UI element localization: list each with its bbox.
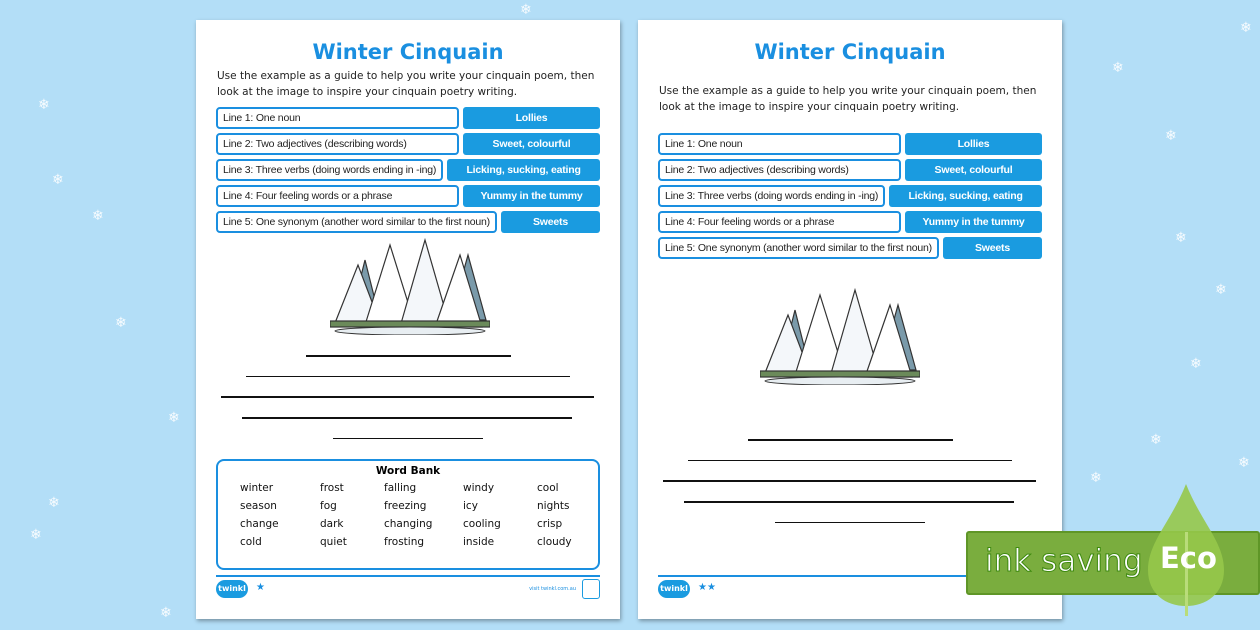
snowflake-icon: ❄ <box>1090 470 1102 486</box>
difficulty-stars: ★★ <box>698 582 716 593</box>
worksheet-page-standard <box>196 20 620 619</box>
quality-badge-icon <box>582 579 600 599</box>
word-bank-word: dark <box>320 518 344 530</box>
cinquain-line-row <box>216 133 600 155</box>
twinkl-logo: twinkl <box>216 580 248 598</box>
word-bank-word: changing <box>384 518 433 530</box>
snowflake-icon: ❄ <box>168 410 180 426</box>
writing-line[interactable] <box>748 439 953 441</box>
snowflake-icon: ❄ <box>1150 432 1162 448</box>
word-bank-word: freezing <box>384 500 427 512</box>
difficulty-stars: ★ <box>256 582 265 593</box>
snowflake-icon: ❄ <box>1215 282 1227 298</box>
worksheet-title: Winter Cinquain <box>312 40 504 64</box>
cinquain-line-row <box>216 107 600 129</box>
snowflake-icon: ❄ <box>1240 20 1252 36</box>
example-answer: Lollies <box>463 107 600 129</box>
cinquain-line-row <box>658 185 1042 207</box>
snowflake-icon: ❄ <box>1112 60 1124 76</box>
snowflake-icon: ❄ <box>520 2 532 18</box>
example-answer: Sweet, colourful <box>905 159 1042 181</box>
word-bank-word: fog <box>320 500 337 512</box>
snowflake-icon: ❄ <box>48 495 60 511</box>
word-bank-word: cooling <box>463 518 501 530</box>
example-answer: Sweet, colourful <box>463 133 600 155</box>
example-answer: Yummy in the tummy <box>905 211 1042 233</box>
eco-badge: Eco <box>1160 541 1217 575</box>
cinquain-line-row <box>658 237 1042 259</box>
ink-saving-label: ink saving <box>985 543 1143 579</box>
word-bank-word: windy <box>463 482 495 494</box>
word-bank <box>216 459 600 570</box>
writing-line[interactable] <box>242 417 572 419</box>
word-bank-word: icy <box>463 500 478 512</box>
line-instruction: Line 3: Three verbs (doing words ending in -ing) <box>658 185 885 207</box>
footer-divider <box>216 575 600 577</box>
word-bank-word: frosting <box>384 536 425 548</box>
word-bank-word: cold <box>240 536 262 548</box>
snowflake-icon: ❄ <box>115 315 127 331</box>
worksheet-title: Winter Cinquain <box>754 40 946 64</box>
word-bank-word: quiet <box>320 536 347 548</box>
word-bank-word: falling <box>384 482 417 494</box>
footer-url: visit twinkl.com.au <box>529 586 576 592</box>
snowy-trees-image <box>330 235 490 339</box>
example-answer: Lollies <box>905 133 1042 155</box>
line-instruction: Line 1: One noun <box>658 133 901 155</box>
example-answer: Yummy in the tummy <box>463 185 600 207</box>
snowflake-icon: ❄ <box>160 605 172 621</box>
word-bank-word: crisp <box>537 518 563 530</box>
word-bank-word: winter <box>240 482 274 494</box>
cinquain-line-row <box>658 159 1042 181</box>
cinquain-line-row <box>216 159 600 181</box>
twinkl-logo: twinkl <box>658 580 690 598</box>
snowy-trees-image <box>760 285 920 389</box>
writing-line[interactable] <box>221 396 594 398</box>
word-bank-title: Word Bank <box>375 465 441 477</box>
cinquain-line-row <box>658 211 1042 233</box>
cinquain-line-row <box>216 211 600 233</box>
snowflake-icon: ❄ <box>1165 128 1177 144</box>
worksheet-intro: Use the example as a guide to help you write your cinquain poem, then look at the image to inspire your cinquain poetry writing. <box>659 85 1037 113</box>
word-bank-word: cloudy <box>537 536 572 548</box>
snowflake-icon: ❄ <box>92 208 104 224</box>
word-bank-word: change <box>240 518 279 530</box>
line-instruction: Line 2: Two adjectives (describing words) <box>658 159 901 181</box>
writing-line[interactable] <box>306 355 511 357</box>
word-bank-word: nights <box>537 500 570 512</box>
writing-line[interactable] <box>684 501 1014 503</box>
word-bank-word: season <box>240 500 277 512</box>
worksheet-page-eco <box>638 20 1062 619</box>
example-answer: Sweets <box>501 211 600 233</box>
line-instruction: Line 5: One synonym (another word similar to the first noun) <box>658 237 939 259</box>
snowflake-icon: ❄ <box>1190 356 1202 372</box>
snowflake-icon: ❄ <box>1238 455 1250 471</box>
snowflake-icon: ❄ <box>52 172 64 188</box>
line-instruction: Line 2: Two adjectives (describing words) <box>216 133 459 155</box>
snowflake-icon: ❄ <box>30 527 42 543</box>
writing-line[interactable] <box>246 376 570 378</box>
line-instruction: Line 3: Three verbs (doing words ending in -ing) <box>216 159 443 181</box>
writing-line[interactable] <box>775 522 925 524</box>
example-answer: Licking, sucking, eating <box>447 159 600 181</box>
line-instruction: Line 1: One noun <box>216 107 459 129</box>
writing-line[interactable] <box>663 480 1036 482</box>
snowflake-icon: ❄ <box>38 97 50 113</box>
worksheet-intro: Use the example as a guide to help you write your cinquain poem, then look at the image to inspire your cinquain poetry writing. <box>217 70 595 98</box>
cinquain-line-row <box>658 133 1042 155</box>
word-bank-word: cool <box>537 482 559 494</box>
example-answer: Licking, sucking, eating <box>889 185 1042 207</box>
writing-line[interactable] <box>688 460 1012 462</box>
snowflake-icon: ❄ <box>1175 230 1187 246</box>
cinquain-line-row <box>216 185 600 207</box>
writing-line[interactable] <box>333 438 483 440</box>
line-instruction: Line 4: Four feeling words or a phrase <box>658 211 901 233</box>
word-bank-word: inside <box>463 536 495 548</box>
word-bank-word: frost <box>320 482 344 494</box>
example-answer: Sweets <box>943 237 1042 259</box>
line-instruction: Line 5: One synonym (another word similar to the first noun) <box>216 211 497 233</box>
line-instruction: Line 4: Four feeling words or a phrase <box>216 185 459 207</box>
